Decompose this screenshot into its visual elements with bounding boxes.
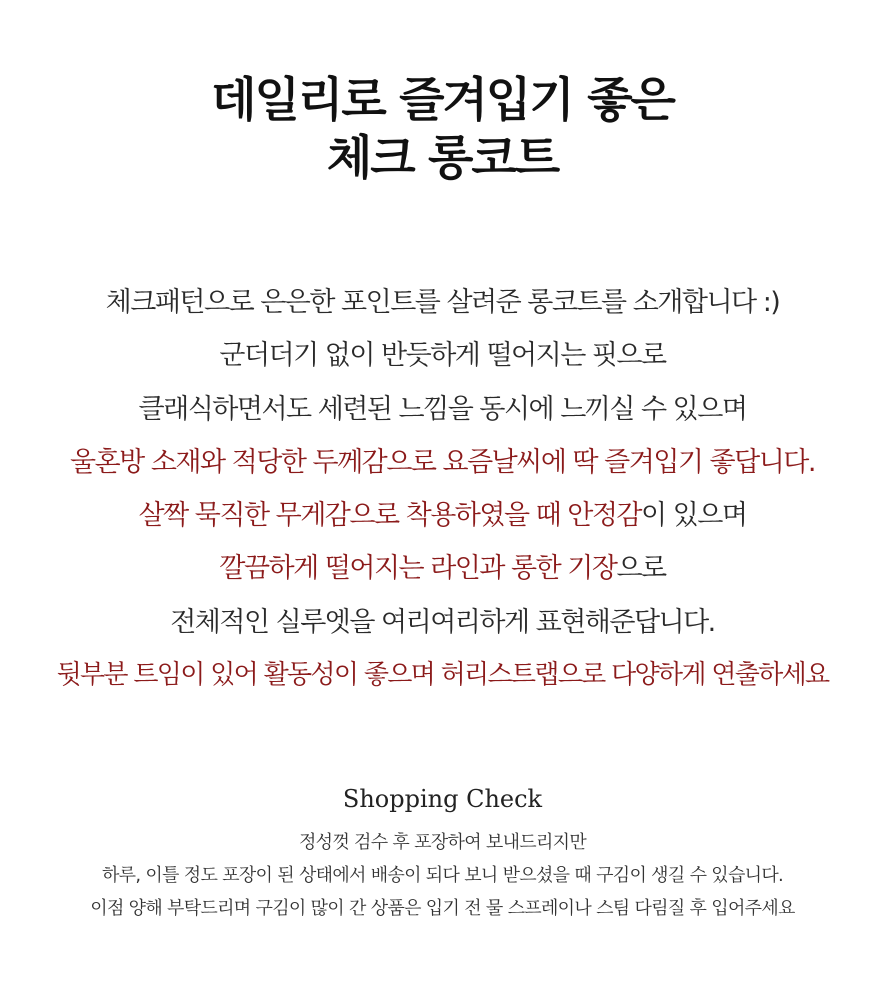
shopping-check-notice — [0, 826, 885, 925]
description-line-5 — [0, 489, 885, 542]
description-line-2: 군더더기 없이 반듯하게 떨어지는 핏으로 — [219, 340, 666, 372]
headline-line-2: 체크 롱코트 — [326, 131, 559, 186]
product-description — [0, 276, 885, 702]
description-line-1: 체크패턴으로 은은한 포인트를 살려준 롱코트를 소개합니다 :) — [105, 287, 780, 318]
shopping-check-line-1: 정성껏 검수 후 포장하여 보내드리지만 — [298, 832, 587, 853]
description-line-3: 클래식하면서도 세련된 느낌을 동시에 느끼실 수 있으며 — [138, 393, 747, 425]
description-line-6 — [0, 542, 885, 595]
description-line-6-rest: 으로 — [616, 553, 666, 585]
description-line-7: 전체적인 실루엣을 여리여리하게 표현해준답니다. — [170, 606, 715, 638]
shopping-check-title: Shopping Check — [342, 785, 543, 813]
description-line-6-highlight: 깔끔하게 떨어지는 라인과 롱한 기장 — [219, 553, 617, 585]
description-line-5-rest: 이 있으며 — [641, 500, 747, 532]
headline-line-1: 데일리로 즐겨입기 좋은 — [211, 73, 674, 128]
headline — [0, 72, 885, 188]
shopping-check-line-2: 하루, 이틀 정도 포장이 된 상태에서 배송이 되다 보니 받으셨을 때 구김이 생길 수 있습니다. — [101, 865, 784, 886]
description-line-8: 뒷부분 트임이 있어 활동성이 좋으며 허리스트랩으로 다양하게 연출하세요 — [56, 660, 829, 691]
shopping-check-line-3: 이점 양해 부탁드리며 구김이 많이 간 상품은 입기 전 물 스프레이나 스팀 다림질 후 입어주세요 — [90, 898, 795, 919]
description-line-5-highlight: 살짝 묵직한 무게감으로 착용하였을 때 안정감 — [138, 500, 642, 532]
description-line-4: 울혼방 소재와 적당한 두께감으로 요즘날씨에 딱 즐겨입기 좋답니다. — [70, 446, 815, 478]
